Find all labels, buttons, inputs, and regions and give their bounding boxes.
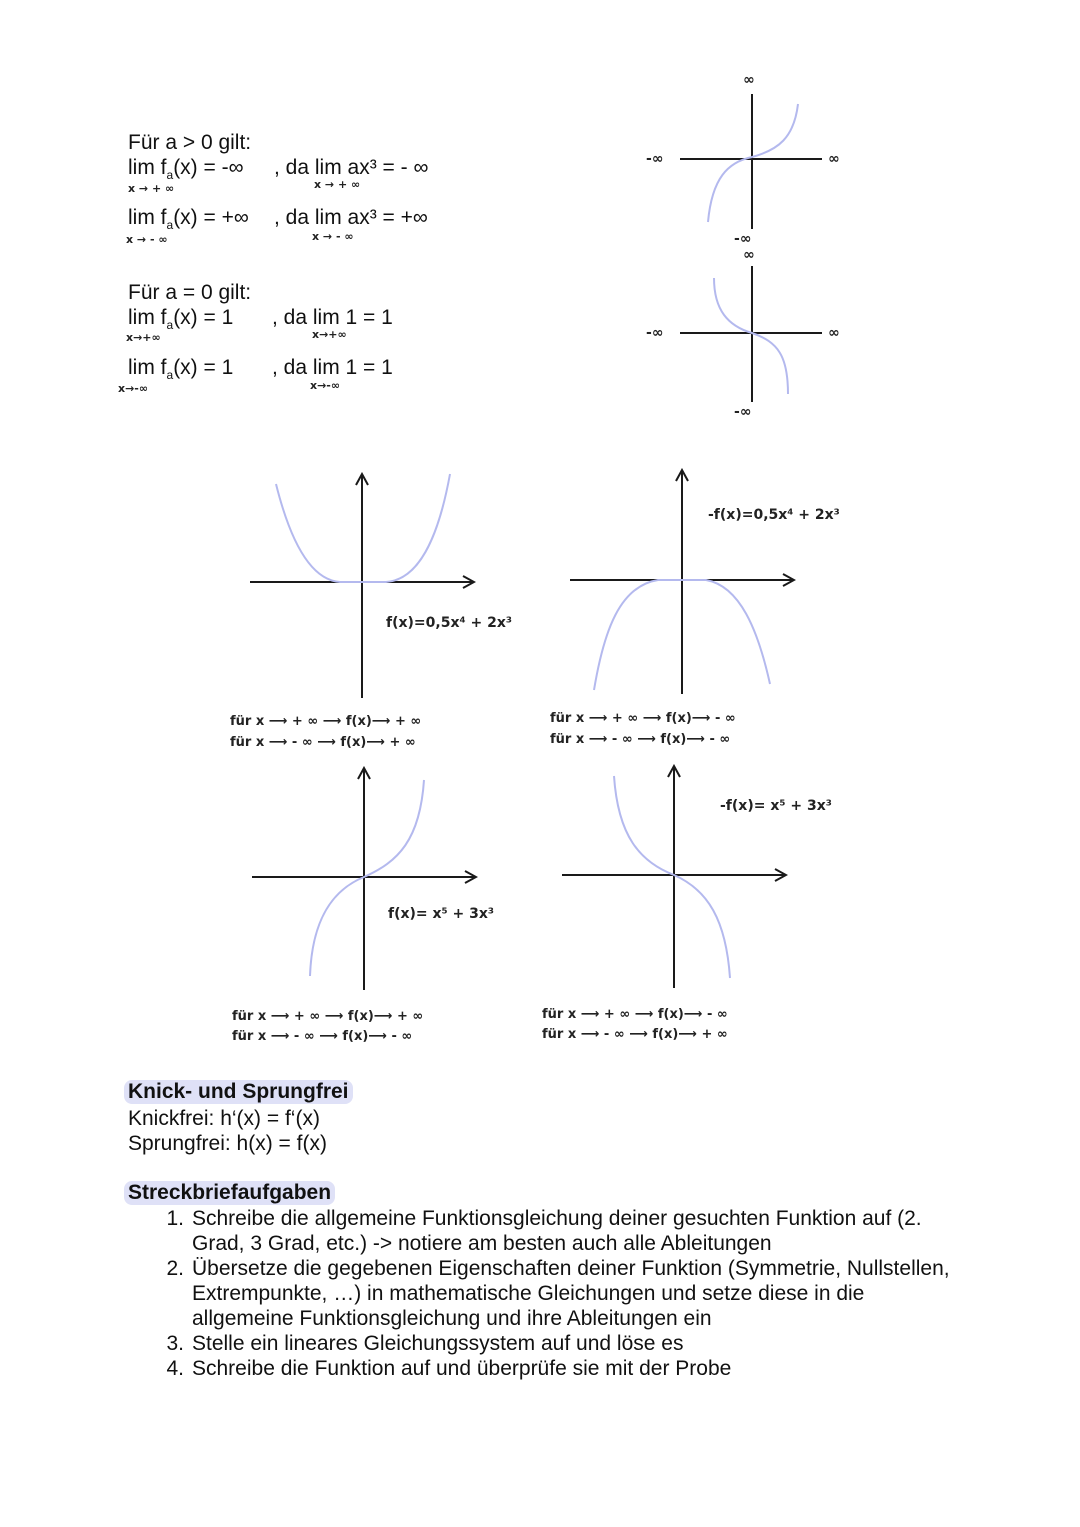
limit-under-a-pos-1: x → + ∞	[128, 182, 175, 195]
limit-text: lim f	[128, 206, 167, 229]
graph-1	[250, 474, 474, 698]
limit-value: (x) = -∞	[173, 156, 244, 179]
subscript-a: a	[166, 168, 174, 183]
sketch-1-right-label: ∞	[828, 151, 840, 167]
limit-value: (x) = 1	[173, 306, 234, 329]
knick-heading: Knick- und Sprungfrei	[124, 1080, 353, 1104]
steckbrief-list	[158, 1206, 978, 1386]
limit-under-a-zero-2: x→-∞	[118, 382, 149, 395]
graph-3	[252, 768, 476, 990]
sketch-1-left-label: -∞	[646, 151, 664, 167]
limit-reason-a-zero-1: , da lim 1 = 1	[272, 306, 393, 329]
limit-text: lim f	[128, 156, 167, 179]
limit-reason-a-pos-1: , da lim ax³ = - ∞	[274, 156, 429, 179]
sketch-2-left-label: -∞	[646, 325, 664, 341]
graph-2-row-2: für x ⟶ - ∞ ⟶ f(x)⟶ - ∞	[550, 732, 731, 747]
list-item-number: 2.	[166, 1257, 184, 1280]
sketch-2-top-label: ∞	[743, 247, 755, 263]
limit-text: lim f	[128, 356, 167, 379]
steckbrief-heading: Streckbriefaufgaben	[124, 1181, 335, 1205]
list-item-number: 4.	[166, 1357, 184, 1380]
curve	[614, 776, 730, 978]
list-item	[158, 1256, 978, 1331]
list-item-number: 1.	[166, 1207, 184, 1230]
graph-1-row-2: für x ⟶ - ∞ ⟶ f(x)⟶ + ∞	[230, 735, 416, 750]
sketch-top-1	[680, 94, 822, 229]
graph-4-row-1: für x ⟶ + ∞ ⟶ f(x)⟶ - ∞	[542, 1007, 728, 1022]
limit-value: (x) = 1	[173, 356, 234, 379]
list-item-text: Stelle ein lineares Gleichungssystem auf und löse es	[192, 1332, 684, 1355]
limit-reason-under-a-zero-1: x→+∞	[312, 328, 347, 341]
limit-reason-under-a-pos-1: x → + ∞	[314, 178, 361, 191]
limit-reason-under-a-zero-2: x→-∞	[310, 379, 341, 392]
subscript-a: a	[166, 368, 174, 383]
list-item	[158, 1356, 978, 1381]
limit-text: lim f	[128, 306, 167, 329]
sketch-1-top-label: ∞	[743, 72, 755, 88]
graph-1-label: f(x)=0,5x⁴ + 2x³	[386, 615, 512, 631]
list-item-text: Übersetze die gegebenen Eigenschaften deiner Funktion (Symmetrie, Nullstellen, Extrempunkte, …) in mathematische Gleichungen und setze diese in die allgemeine Funktionsgleichung und ihre Ableitungen ein	[192, 1257, 950, 1330]
graph-3-label: f(x)= x⁵ + 3x³	[388, 906, 495, 922]
graph-2-row-1: für x ⟶ + ∞ ⟶ f(x)⟶ - ∞	[550, 711, 736, 726]
list-item-number: 3.	[166, 1332, 184, 1355]
limit-under-a-pos-2: x → - ∞	[126, 233, 168, 246]
limit-reason-a-zero-2: , da lim 1 = 1	[272, 356, 393, 379]
sketch-top-2	[680, 266, 822, 402]
list-item	[158, 1331, 978, 1356]
list-item-text: Schreibe die allgemeine Funktionsgleichung deiner gesuchten Funktion auf (2. Grad, 3 Grad, etc.) -> notiere am besten auch alle Ableitungen	[192, 1207, 922, 1255]
graph-4-row-2: für x ⟶ - ∞ ⟶ f(x)⟶ + ∞	[542, 1027, 728, 1042]
sketch-2-right-label: ∞	[828, 325, 840, 341]
limit-value: (x) = +∞	[173, 206, 249, 229]
graph-3-row-2: für x ⟶ - ∞ ⟶ f(x)⟶ - ∞	[232, 1029, 413, 1044]
graph-1-row-1: für x ⟶ + ∞ ⟶ f(x)⟶ + ∞	[230, 714, 422, 729]
subscript-a: a	[166, 318, 174, 333]
sketch-1-bottom-label: -∞	[734, 231, 752, 247]
list-item-text: Schreibe die Funktion auf und überprüfe sie mit der Probe	[192, 1357, 732, 1380]
graph-4-label: -f(x)= x⁵ + 3x³	[720, 798, 832, 814]
graph-3-row-1: für x ⟶ + ∞ ⟶ f(x)⟶ + ∞	[232, 1009, 424, 1024]
limit-heading-a-zero: Für a = 0 gilt:	[128, 281, 252, 304]
limit-under-a-zero-1: x→+∞	[126, 331, 161, 344]
knick-line-2: Sprungfrei: h(x) = f(x)	[128, 1132, 327, 1155]
knick-line-1: Knickfrei: h‘(x) = f‘(x)	[128, 1107, 320, 1130]
limit-reason-a-pos-2: , da lim ax³ = +∞	[274, 206, 428, 229]
graph-2	[570, 470, 794, 694]
sketch-2-bottom-label: -∞	[734, 404, 752, 420]
graph-2-label: -f(x)=0,5x⁴ + 2x³	[708, 507, 840, 523]
limit-heading-a-positive: Für a > 0 gilt:	[128, 131, 252, 154]
list-item	[158, 1206, 978, 1256]
limit-reason-under-a-pos-2: x → - ∞	[312, 230, 354, 243]
subscript-a: a	[166, 218, 174, 233]
